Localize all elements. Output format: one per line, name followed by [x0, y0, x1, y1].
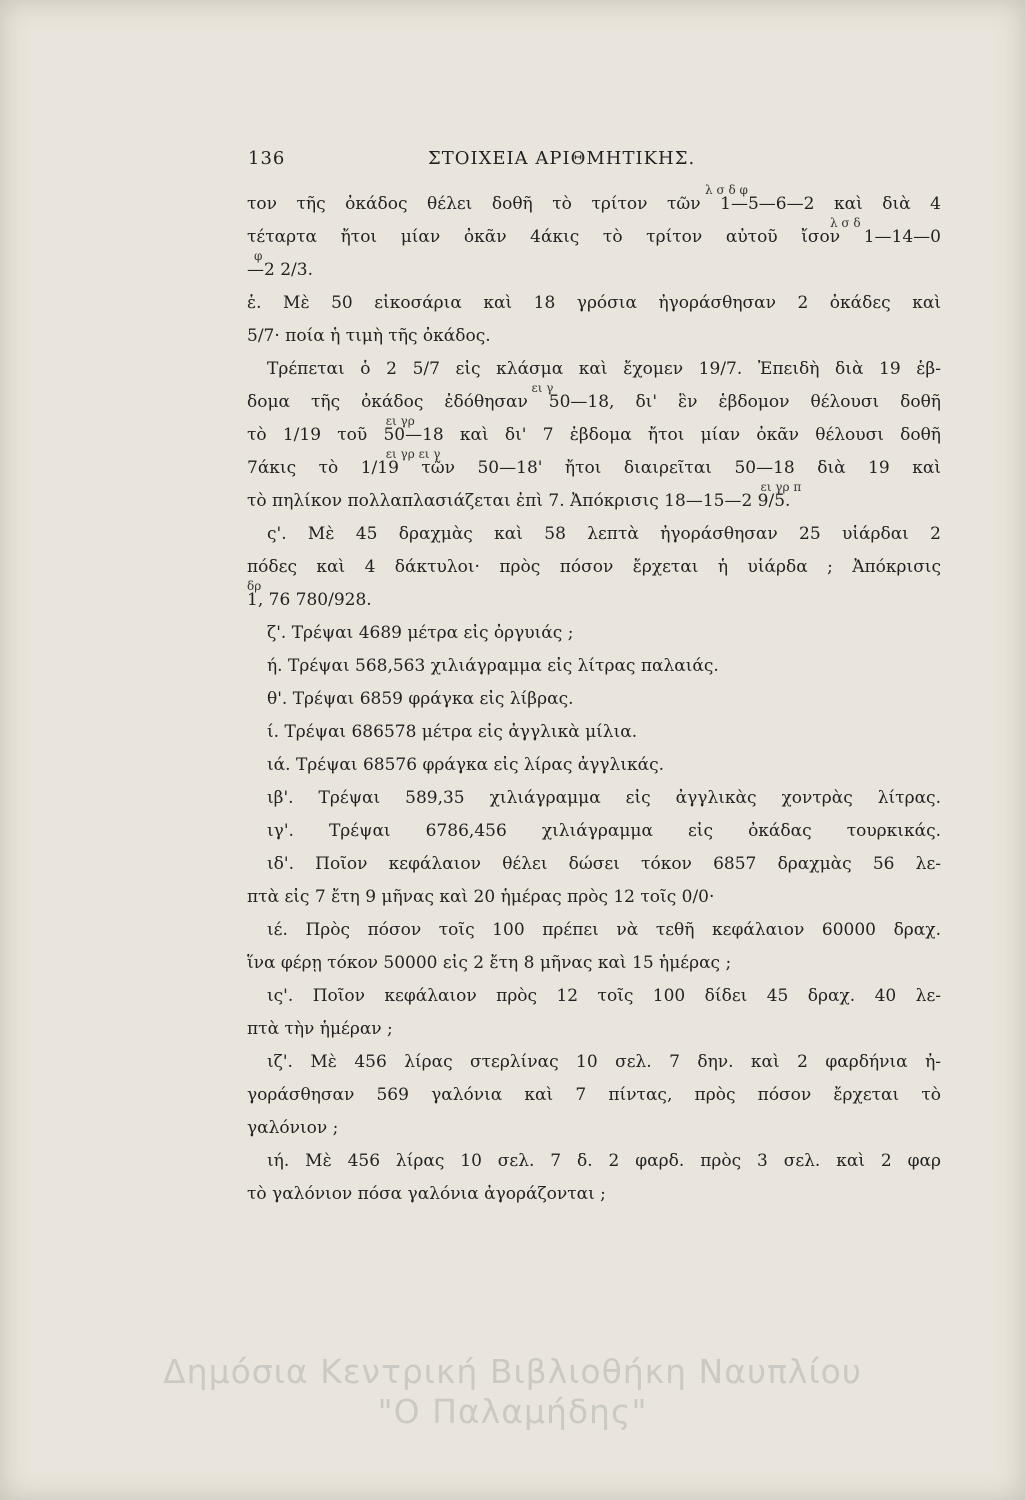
text-line — [247, 320, 941, 353]
page-body — [247, 183, 941, 1211]
line-text: τέταρτα ἤτοι μίαν ὀκᾶν 4άκις τὸ τρίτον αὐτοῦ ἴσον 1—14—0 — [247, 227, 941, 247]
line-text: τὸ γαλόνιον πόσα γαλόνια ἀγοράζονται ; — [247, 1184, 606, 1204]
line-text: ιζ'. Μὲ 456 λίρας στερλίνας 10 σελ. 7 δην. καὶ 2 φαρδήνια ἠ- — [267, 1052, 941, 1072]
text-line — [247, 617, 941, 650]
line-text: ιέ. Πρὸς πόσον τοῖς 100 πρέπει νὰ τεθῆ κεφάλαιον 60000 δραχ. — [267, 920, 941, 940]
unit-annotation: λ σ δ φ — [705, 183, 748, 197]
text-line — [247, 749, 941, 782]
text-line — [247, 782, 941, 815]
line-text: 5/7· ποία ἡ τιμὴ τῆς ὀκάδος. — [247, 326, 491, 346]
unit-annotation: ει γρ ει γ — [385, 447, 441, 461]
text-line — [247, 947, 941, 980]
line-text: πτὰ εἰς 7 ἔτη 9 μῆνας καὶ 20 ἡμέρας πρὸς 12 τοῖς 0/0· — [247, 887, 715, 907]
text-line — [247, 1112, 941, 1145]
text-line — [247, 1079, 941, 1112]
line-text: τον τῆς ὀκάδος θέλει δοθῆ τὸ τρίτον τῶν 1—5—6—2 καὶ διὰ 4 — [247, 194, 941, 214]
line-text: ζ'. Τρέψαι 4689 μέτρα εἰς ὀργυιάς ; — [267, 623, 574, 643]
text-line — [247, 447, 941, 485]
text-line — [247, 353, 941, 386]
text-line — [247, 414, 941, 452]
line-text: ἑ. Μὲ 50 εἰκοσάρια καὶ 18 γρόσια ἠγοράσθησαν 2 ὀκάδες καὶ — [247, 293, 941, 313]
text-line — [247, 848, 941, 881]
line-text: 1, 76 780/928. — [247, 590, 372, 610]
line-text: 7άκις τὸ 1/19 τῶν 50—18' ἤτοι διαιρεῖται 50—18 διὰ 19 καὶ — [247, 458, 941, 478]
unit-annotation: ει γ — [531, 381, 554, 395]
unit-annotation: ει γρ π — [760, 480, 802, 494]
text-line — [247, 650, 941, 683]
text-line — [247, 1046, 941, 1079]
text-line — [247, 683, 941, 716]
text-line — [247, 381, 941, 419]
line-text: πτὰ τὴν ἡμέραν ; — [247, 1019, 393, 1039]
text-line — [247, 980, 941, 1013]
library-watermark-line2: "Ο Παλαμήδης" — [377, 1392, 648, 1431]
line-text: —2 2/3. — [247, 260, 313, 280]
text-line — [247, 551, 941, 584]
line-text: ί. Τρέψαι 686578 μέτρα εἰς ἀγγλικὰ μίλια. — [267, 722, 638, 742]
text-line — [247, 914, 941, 947]
text-line — [247, 815, 941, 848]
line-text: ιά. Τρέψαι 68576 φράγκα εἰς λίρας ἀγγλικάς. — [267, 755, 665, 775]
line-text: ις'. Ποῖον κεφάλαιον πρὸς 12 τοῖς 100 δίδει 45 δραχ. 40 λε- — [267, 986, 941, 1006]
text-line — [247, 518, 941, 551]
text-line — [247, 480, 941, 518]
text-line — [247, 716, 941, 749]
line-text: ιγ'. Τρέψαι 6786,456 χιλιάγραμμα εἰς ὀκάδας τουρκικάς. — [267, 821, 941, 841]
unit-annotation: λ σ δ — [829, 216, 861, 230]
line-text: γοράσθησαν 569 γαλόνια καὶ 7 πίντας, πρὸς πόσον ἔρχεται τὸ — [247, 1085, 941, 1105]
unit-annotation: δρ — [247, 579, 262, 593]
line-text: θ'. Τρέψαι 6859 φράγκα εἰς λίβρας. — [267, 689, 574, 709]
line-text: τὸ πηλίκον πολλαπλασιάζεται ἐπὶ 7. Ἀπόκρισις 18—15—2 9/5. — [247, 491, 791, 511]
page-number: 136 — [248, 148, 286, 169]
text-line — [247, 249, 941, 287]
line-text: Τρέπεται ὁ 2 5/7 εἰς κλάσμα καὶ ἔχομεν 19/7. Ἐπειδὴ διὰ 19 ἑβ- — [267, 359, 941, 379]
running-title: ΣΤΟΙΧΕΙΑ ΑΡΙΘΜΗΤΙΚΗΣ. — [428, 148, 696, 169]
text-line — [247, 881, 941, 914]
line-text: ἵνα φέρῃ τόκον 50000 εἰς 2 ἔτη 8 μῆνας καὶ 15 ἡμέρας ; — [247, 953, 732, 973]
unit-annotation: ει γρ — [385, 414, 415, 428]
line-text: ιή. Μὲ 456 λίρας 10 σελ. 7 δ. 2 φαρδ. πρὸς 3 σελ. καὶ 2 φαρ — [267, 1151, 941, 1171]
line-text: ιδ'. Ποῖον κεφάλαιον θέλει δώσει τόκον 6857 δραχμὰς 56 λε- — [267, 854, 941, 874]
text-line — [247, 1013, 941, 1046]
line-text: δομα τῆς ὀκάδος ἐδόθησαν 50—18, δι' ἓν ἑβδομον θέλουσι δοθῆ — [247, 392, 941, 412]
text-line — [247, 1178, 941, 1211]
line-text: γαλόνιον ; — [247, 1118, 339, 1138]
library-watermark-line1: Δημόσια Κεντρική Βιβλιοθήκη Ναυπλίου — [163, 1352, 862, 1391]
text-line — [247, 216, 941, 254]
line-text: πόδες καὶ 4 δάκτυλοι· πρὸς πόσον ἔρχεται ἡ υἱάρδα ; Ἀπόκρισις — [247, 557, 941, 577]
line-text: ς'. Μὲ 45 δραχμὰς καὶ 58 λεπτὰ ἠγοράσθησαν 25 υἱάρδαι 2 — [267, 524, 941, 544]
text-line — [247, 579, 941, 617]
line-text: ή. Τρέψαι 568,563 χιλιάγραμμα εἰς λίτρας παλαιάς. — [267, 656, 719, 676]
unit-annotation: φ — [253, 249, 263, 263]
line-text: ιβ'. Τρέψαι 589,35 χιλιάγραμμα εἰς ἀγγλικὰς χοντρὰς λίτρας. — [267, 788, 941, 808]
text-line — [247, 1145, 941, 1178]
text-line — [247, 287, 941, 320]
line-text: τὸ 1/19 τοῦ 50—18 καὶ δι' 7 ἑβδομα ἤτοι μίαν ὀκᾶν θέλουσι δοθῆ — [247, 425, 941, 445]
